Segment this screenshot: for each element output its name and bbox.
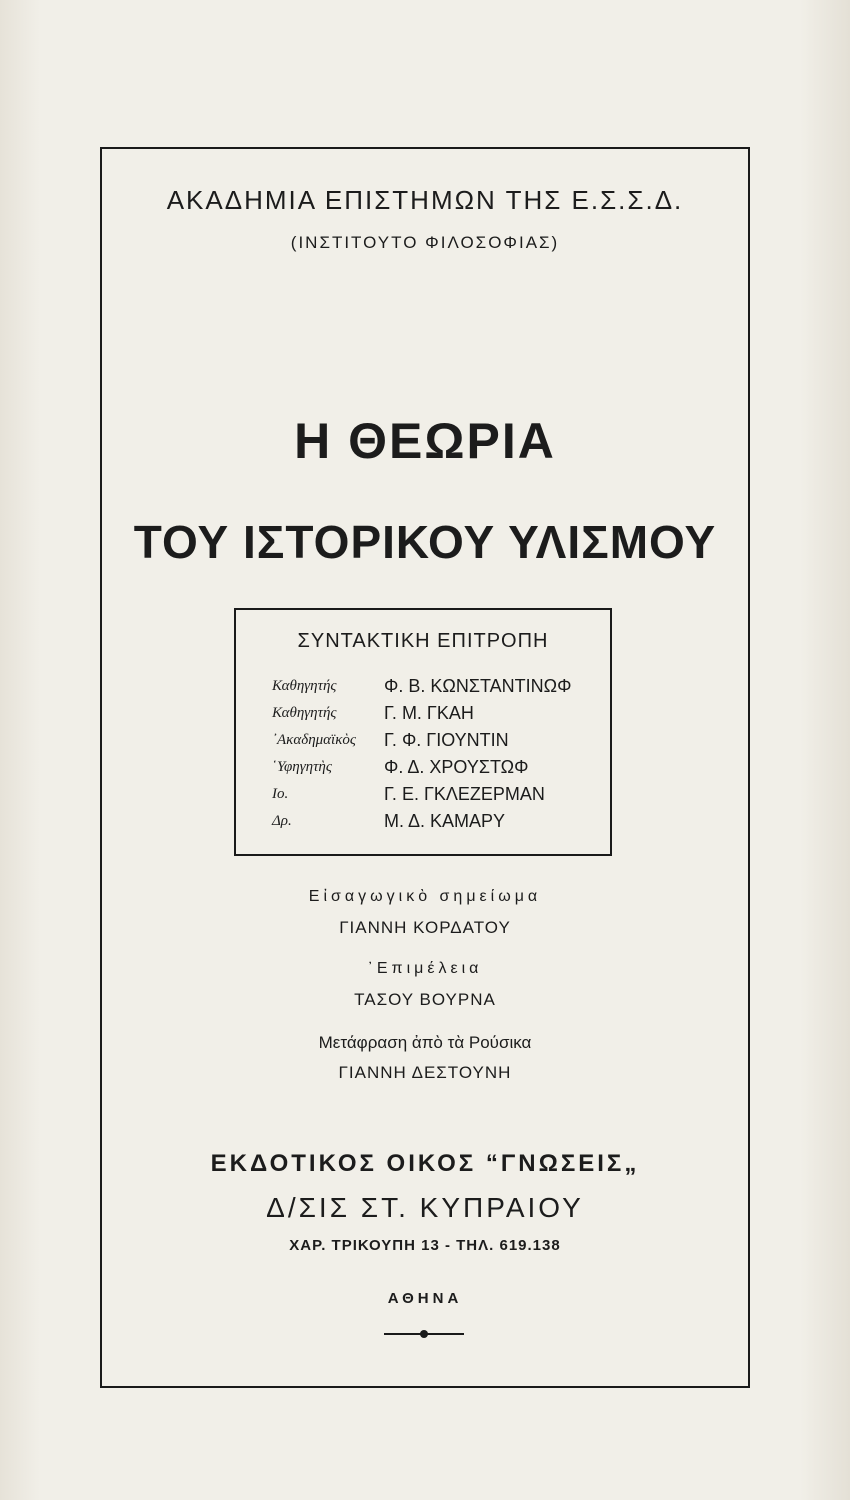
translation-label: Μετάφραση ἀπὸ τὰ Ρούσικα	[318, 1033, 532, 1052]
committee-member	[234, 732, 612, 758]
book-title-line2: ΤΟΥ ΙΣΤΟΡΙΚΟΥ ΥΛΙΣΜΟΥ	[133, 516, 717, 568]
member-name: Γ. Ε. ΓΚΛΕΖΕΡΜΑΝ	[384, 784, 545, 804]
committee-member	[234, 705, 612, 731]
ornament-divider	[384, 1329, 464, 1339]
committee-member	[234, 759, 612, 785]
publisher-owner: Δ/ΣΙΣ ΣΤ. ΚΥΠΡΑΙΟΥ	[266, 1192, 584, 1223]
ornament-dot	[420, 1330, 428, 1338]
member-name: Φ. Β. ΚΩΝΣΤΑΝΤΙΝΩΦ	[384, 676, 572, 696]
member-rank: Καθηγητής	[272, 705, 337, 721]
committee-member	[234, 813, 612, 839]
publisher-city: ΑΘΗΝΑ	[387, 1290, 463, 1307]
introduction-author: ΓΙΑΝΝΗ ΚΟΡΔΑΤΟΥ	[339, 918, 511, 937]
publisher-name: ΕΚΔΟΤΙΚΟΣ ΟΙΚΟΣ “ΓΝΩΣΕΙΣ„	[210, 1150, 640, 1177]
member-rank: Ιο.	[272, 786, 289, 802]
translator-name: ΓΙΑΝΝΗ ΔΕΣΤΟΥΝΗ	[338, 1063, 512, 1082]
member-name: Μ. Δ. ΚΑΜΑΡΥ	[384, 811, 506, 831]
editing-label: ᾿Επιμέλεια	[367, 960, 483, 977]
committee-member	[234, 678, 612, 704]
member-rank: Καθηγητής	[272, 678, 337, 694]
publisher-address: ΧΑΡ. ΤΡΙΚΟΥΠΗ 13 - ΤΗΛ. 619.138	[289, 1237, 561, 1254]
academy-name: ΑΚΑΔΗΜΙΑ ΕΠΙΣΤΗΜΩΝ ΤΗΣ Ε.Σ.Σ.Δ.	[166, 185, 684, 215]
book-title-line1: Η ΘΕΩΡΙΑ	[294, 413, 556, 469]
introduction-label: Εἰσαγωγικὸ σημείωμα	[308, 888, 542, 905]
member-name: Γ. Φ. ΓΙΟΥΝΤΙΝ	[384, 730, 509, 750]
member-rank: Δρ.	[272, 813, 292, 829]
institute-name: (ΙΝΣΤΙΤΟΥΤΟ ΦΙΛΟΣΟΦΙΑΣ)	[290, 233, 560, 252]
member-name: Γ. Μ. ΓΚΑΗ	[384, 703, 474, 723]
committee-member	[234, 786, 612, 812]
editor-name: ΤΑΣΟΥ ΒΟΥΡΝΑ	[354, 990, 496, 1009]
member-rank: ᾿Ακαδημαϊκὸς	[272, 732, 357, 748]
editorial-committee-heading: ΣΥΝΤΑΚΤΙΚΗ ΕΠΙΤΡΟΠΗ	[297, 630, 549, 652]
member-rank: ῾Υφηγητὴς	[272, 759, 332, 775]
member-name: Φ. Δ. ΧΡΟΥΣΤΩΦ	[384, 757, 529, 777]
